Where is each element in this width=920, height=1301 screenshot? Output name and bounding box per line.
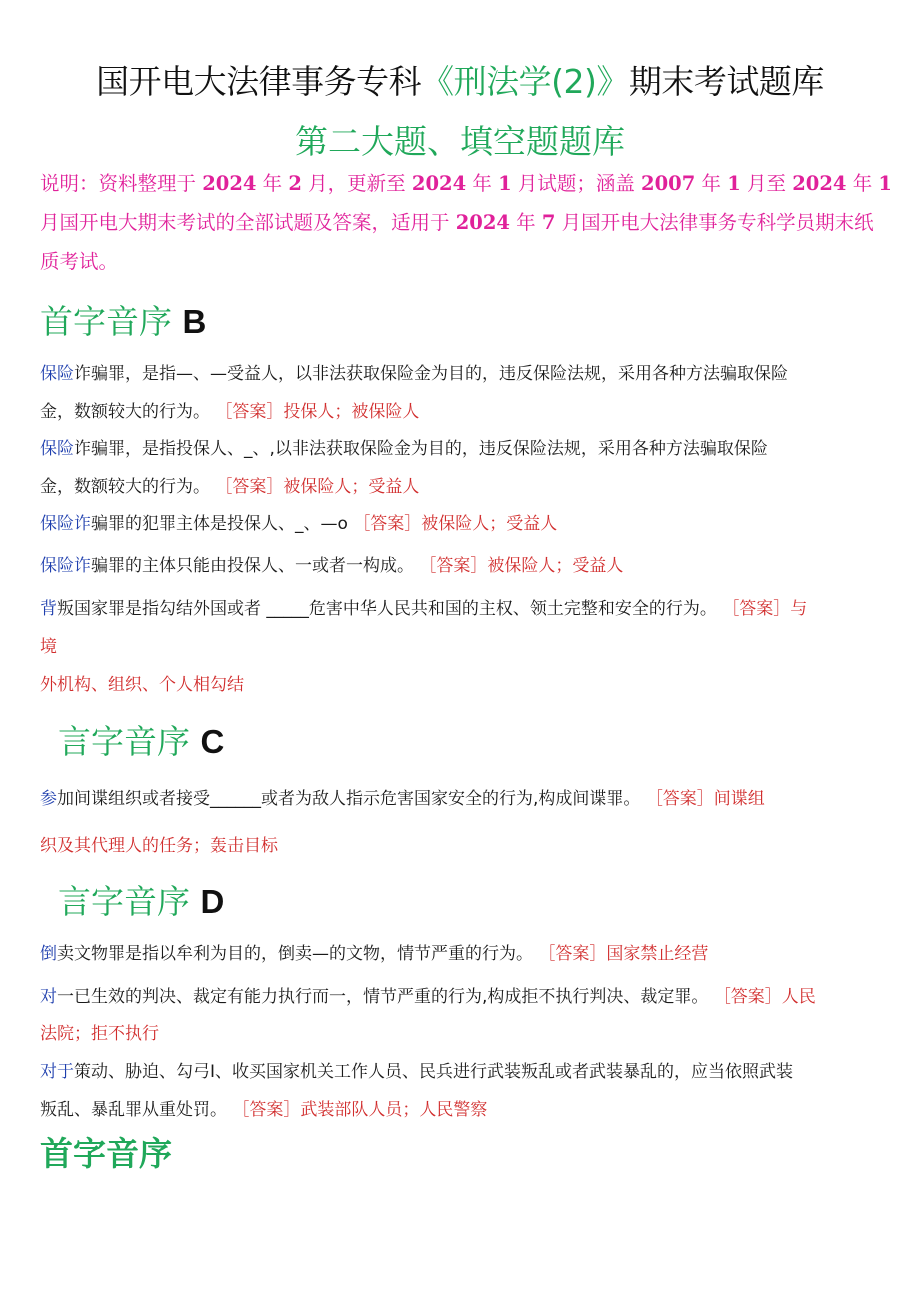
question-text: 策动、胁迫、勾弓I、收买国家机关工作人员、民兵进行武装叛乱或者武装暴乱的，应当依照武装 <box>74 1062 794 1082</box>
answer-text: ［答案］间谍组 <box>645 789 765 809</box>
question-line <box>40 359 788 384</box>
question-line <box>40 434 768 459</box>
note-line-3: 质考试。 <box>40 250 119 273</box>
answer-line: 织及其代理人的任务；轰击目标 <box>40 836 278 856</box>
question-text: 金，数额较大的行为。 <box>40 477 210 497</box>
answer-text: ［答案］被保险人；受益人 <box>419 556 624 576</box>
question-lead: 对 <box>40 987 57 1007</box>
section-heading-d <box>58 876 224 923</box>
question-lead: 对于 <box>40 1062 74 1082</box>
note-line-2 <box>40 203 874 242</box>
question-lead: 参 <box>40 789 57 809</box>
question-lead: 倒 <box>40 944 57 964</box>
question-text: 诈骗罪，是指投保人、_、,以非法获取保险金为目的，违反保险法规，采用各种方法骗取保险 <box>74 439 768 459</box>
note-number: 7 <box>541 211 556 234</box>
note-text: 年 <box>509 211 542 234</box>
question-line <box>40 1057 793 1082</box>
question-text: 骗罪的主体只能由投保人、一或者一构成。 <box>91 556 414 576</box>
section-label: 言字音序 <box>58 722 201 761</box>
title-part-bank: 期末考试题库 <box>628 62 824 101</box>
question-text: 叛乱、暴乱罪从重处罚。 <box>40 1100 227 1120</box>
note-text: 年 <box>466 172 499 195</box>
question-text: 一已生效的判决、裁定有能力执行而一，情节严重的行为,构成拒不执行判决、裁定罪。 <box>57 987 709 1007</box>
question-text: 金，数额较大的行为。 <box>40 402 210 422</box>
section-heading-c <box>58 716 224 763</box>
question-text: 卖文物罪是指以牟利为目的，倒卖—的文物，情节严重的行为。 <box>57 944 533 964</box>
note-text: 月，更新至 <box>301 172 412 195</box>
note-text: 年 <box>846 172 879 195</box>
question-text: 加间谍组织或者接受______或者为敌人指示危害国家安全的行为,构成间谍罪。 <box>57 789 641 809</box>
question-line <box>40 939 708 964</box>
question-line <box>40 472 419 497</box>
section-letter: C <box>200 723 225 760</box>
question-line <box>40 509 557 534</box>
note-text: 月至 <box>740 172 793 195</box>
question-line <box>40 784 765 809</box>
note-line-1 <box>40 164 892 203</box>
answer-text: ［答案］投保人；被保险人 <box>215 402 420 422</box>
answer-text: ［答案］与 <box>722 599 808 619</box>
answer-text: ［答案］人民 <box>713 987 816 1007</box>
answer-text: ［答案］被保险人；受益人 <box>215 477 420 497</box>
note-number: 2 <box>288 172 302 195</box>
note-number: 2024 <box>792 172 847 195</box>
section-letter: B <box>182 303 207 340</box>
question-text: 骗罪的犯罪主体是投保人、_、—o <box>91 514 348 534</box>
note-number: 1 <box>727 172 741 195</box>
question-text: 诈骗罪，是指—、—受益人，以非法获取保险金为目的，违反保险法规，采用各种方法骗取保险 <box>74 364 788 384</box>
note-text: 月国开电大法律事务专科学员期末纸 <box>555 211 874 234</box>
title-part-school: 国开电大法律事务专科 <box>96 62 422 101</box>
section-heading-next: 首字音序 <box>40 1134 172 1173</box>
note-number: 2024 <box>411 172 467 195</box>
question-lead: 保险诈 <box>40 514 91 534</box>
question-line <box>40 551 623 576</box>
note-text: 月国开电大期末考试的全部试题及答案，适用于 <box>40 211 456 234</box>
note-text: 月试题；涵盖 <box>511 172 642 195</box>
section-letter: D <box>200 883 225 920</box>
question-text: 叛国家罪是指勾结外国或者 _____危害中华人民共和国的主权、领土完整和安全的行为。 <box>57 599 717 619</box>
title-part-course: 《刑法学(2)》 <box>421 62 629 101</box>
note-text: 年 <box>695 172 728 195</box>
answer-line: 外机构、组织、个人相勾结 <box>40 675 244 695</box>
question-lead: 保险诈 <box>40 556 91 576</box>
note-text: 年 <box>256 172 289 195</box>
answer-text: ［答案］武装部队人员；人民警察 <box>232 1100 488 1120</box>
question-lead: 保险 <box>40 364 74 384</box>
note-text: 说明：资料整理于 <box>40 172 203 195</box>
answer-line: 法院；拒不执行 <box>40 1024 159 1044</box>
note-number: 1 <box>878 172 892 195</box>
question-line <box>40 982 816 1007</box>
question-line <box>40 594 807 619</box>
answer-text: ［答案］被保险人；受益人 <box>353 514 558 534</box>
question-line <box>40 1095 487 1120</box>
question-lead: 保险 <box>40 439 74 459</box>
section-label: 首字音序 <box>40 302 183 341</box>
note-number: 2007 <box>641 172 696 195</box>
note-number: 1 <box>498 172 512 195</box>
question-line <box>40 397 419 422</box>
document-title <box>0 56 920 103</box>
question-lead: 背 <box>40 599 57 619</box>
section-heading-b <box>40 296 206 343</box>
note-number: 2024 <box>455 211 510 234</box>
answer-text: ［答案］国家禁止经营 <box>538 944 709 964</box>
document-subtitle: 第二大题、填空题题库 <box>295 122 625 161</box>
answer-line: 境 <box>40 637 57 657</box>
section-label: 言字音序 <box>58 882 201 921</box>
note-number: 2024 <box>202 172 257 195</box>
